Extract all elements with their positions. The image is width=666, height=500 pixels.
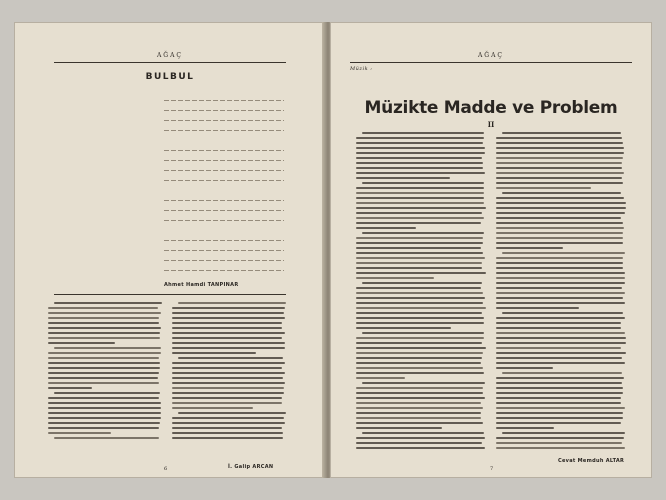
left-page (14, 22, 326, 478)
text-line (356, 392, 483, 394)
text-line (356, 222, 481, 224)
journal-header: AĞAÇ (156, 52, 184, 59)
text-line (356, 352, 483, 354)
text-line (48, 397, 159, 399)
text-line (356, 217, 484, 219)
text-line (496, 187, 591, 189)
text-line (356, 202, 484, 204)
text-line (356, 197, 484, 199)
text-line (54, 437, 159, 439)
text-line (496, 172, 624, 174)
text-line (48, 382, 159, 384)
author-signature: Cevat Memduh ALTAR (558, 458, 625, 464)
text-line (54, 302, 162, 304)
header-rule (54, 62, 286, 63)
verse-line (164, 118, 284, 124)
article-column-2 (172, 302, 286, 442)
text-line (496, 277, 625, 279)
text-line (356, 172, 485, 174)
text-line (496, 387, 623, 389)
header-rule (350, 62, 632, 63)
text-line (172, 377, 283, 379)
text-line (502, 312, 623, 314)
text-line (496, 137, 622, 139)
verse-line (164, 248, 284, 254)
text-line (496, 332, 625, 334)
text-line (356, 437, 485, 439)
text-line (172, 422, 285, 424)
text-line (48, 352, 161, 354)
text-line (496, 322, 621, 324)
text-line (356, 242, 483, 244)
text-line (496, 357, 622, 359)
text-line (496, 287, 622, 289)
text-line (362, 382, 485, 384)
text-line (172, 392, 284, 394)
text-line (172, 427, 282, 429)
text-line (356, 157, 482, 159)
text-line (48, 327, 161, 329)
text-line (356, 297, 485, 299)
verse-line (164, 108, 284, 114)
text-line (178, 302, 286, 304)
text-line (356, 152, 485, 154)
text-line (48, 417, 161, 419)
text-line (362, 282, 482, 284)
text-line (48, 332, 160, 334)
text-line (356, 357, 482, 359)
verse-line (164, 258, 284, 264)
journal-header: AĞAÇ (477, 52, 505, 59)
running-head: Müzik : (350, 66, 373, 72)
verse-line (164, 268, 284, 274)
text-line (356, 327, 451, 329)
text-line (362, 332, 484, 334)
text-line (496, 182, 623, 184)
text-line (356, 387, 483, 389)
text-line (356, 347, 486, 349)
text-line (356, 292, 483, 294)
text-line (356, 427, 442, 429)
text-line (172, 322, 282, 324)
text-line (496, 162, 622, 164)
text-line (356, 322, 484, 324)
right-page (330, 22, 652, 478)
text-line (502, 432, 625, 434)
text-line (496, 352, 626, 354)
text-line (48, 422, 160, 424)
text-line (356, 272, 486, 274)
text-line (496, 342, 626, 344)
text-line (502, 252, 625, 254)
text-line (172, 347, 285, 349)
text-line (356, 147, 485, 149)
verse-line (164, 178, 284, 184)
text-line (356, 312, 482, 314)
text-line (356, 337, 484, 339)
text-line (496, 362, 625, 364)
text-line (356, 252, 483, 254)
text-line (356, 422, 483, 424)
text-line (48, 342, 115, 344)
text-line (496, 242, 623, 244)
text-line (172, 397, 282, 399)
text-line (172, 317, 285, 319)
text-line (356, 267, 482, 269)
text-line (356, 192, 484, 194)
verse-line (164, 168, 284, 174)
text-line (172, 312, 284, 314)
text-line (356, 257, 485, 259)
text-line (356, 177, 450, 179)
text-line (496, 337, 626, 339)
text-line (496, 267, 623, 269)
text-line (48, 312, 161, 314)
text-line (356, 417, 481, 419)
verse-line (164, 208, 284, 214)
article-column-1 (356, 132, 486, 452)
text-line (356, 187, 484, 189)
text-line (496, 247, 563, 249)
text-line (496, 177, 622, 179)
text-line (496, 217, 621, 219)
text-line (48, 372, 159, 374)
text-line (178, 412, 286, 414)
text-line (356, 442, 482, 444)
text-line (356, 302, 483, 304)
verse-line (164, 238, 284, 244)
poet-signature: Ahmet Hamdi TANPINAR (164, 282, 239, 288)
article-title: Müzikte Madde ve Problem (364, 98, 618, 118)
text-line (356, 397, 485, 399)
text-line (496, 307, 579, 309)
text-line (178, 357, 283, 359)
text-line (172, 337, 282, 339)
text-line (362, 232, 484, 234)
text-line (48, 367, 160, 369)
text-line (496, 302, 625, 304)
verse-line (164, 158, 284, 164)
text-line (356, 377, 405, 379)
text-line (356, 367, 483, 369)
text-line (496, 317, 625, 319)
text-line (496, 142, 623, 144)
text-line (356, 287, 481, 289)
text-line (496, 222, 623, 224)
text-line (356, 137, 484, 139)
text-line (496, 412, 623, 414)
text-line (496, 157, 623, 159)
text-line (356, 167, 483, 169)
text-line (356, 162, 483, 164)
text-line (496, 417, 623, 419)
text-line (172, 307, 285, 309)
text-line (496, 207, 626, 209)
text-line (362, 432, 484, 434)
text-line (496, 282, 625, 284)
text-line (172, 362, 285, 364)
text-line (356, 412, 481, 414)
text-line (172, 437, 283, 439)
text-line (172, 402, 282, 404)
text-line (48, 337, 160, 339)
text-line (496, 367, 553, 369)
text-line (356, 407, 483, 409)
text-line (496, 202, 626, 204)
text-line (496, 197, 624, 199)
text-line (172, 387, 284, 389)
text-line (496, 327, 621, 329)
text-line (172, 372, 285, 374)
section-rule (54, 294, 286, 295)
text-line (496, 377, 624, 379)
article-part: II (487, 120, 495, 129)
text-line (496, 442, 622, 444)
text-line (356, 307, 486, 309)
text-line (496, 297, 623, 299)
article-column-1 (48, 302, 162, 442)
verse-line (164, 218, 284, 224)
text-line (172, 327, 282, 329)
text-line (356, 402, 481, 404)
text-line (496, 257, 623, 259)
text-line (172, 407, 253, 409)
article-signature: İ. Galip ARCAN (228, 464, 274, 470)
text-line (48, 407, 161, 409)
text-line (172, 332, 285, 334)
verse-line (164, 128, 284, 134)
verse-line (164, 98, 284, 104)
text-line (54, 347, 161, 349)
text-line (48, 412, 161, 414)
text-line (48, 377, 158, 379)
text-line (496, 392, 623, 394)
text-line (172, 417, 284, 419)
text-line (54, 392, 160, 394)
text-line (496, 237, 623, 239)
page-number: 7 (490, 466, 494, 472)
text-line (48, 317, 159, 319)
text-line (496, 232, 623, 234)
text-line (496, 382, 622, 384)
text-line (356, 362, 481, 364)
text-line (172, 382, 285, 384)
text-line (496, 292, 625, 294)
text-line (356, 227, 416, 229)
text-line (496, 147, 624, 149)
text-line (48, 387, 92, 389)
text-line (48, 427, 159, 429)
article-column-2 (496, 132, 626, 452)
verse-line (164, 198, 284, 204)
text-line (502, 372, 622, 374)
text-line (356, 317, 484, 319)
text-line (496, 427, 554, 429)
text-line (496, 402, 621, 404)
text-line (496, 262, 623, 264)
text-line (356, 342, 482, 344)
text-line (496, 152, 624, 154)
text-line (502, 132, 621, 134)
text-line (356, 142, 483, 144)
text-line (356, 212, 482, 214)
text-line (48, 322, 159, 324)
poem-title: BULBUL (145, 72, 195, 82)
text-line (356, 207, 486, 209)
text-line (48, 307, 158, 309)
text-line (356, 262, 482, 264)
page-number: 6 (164, 466, 168, 472)
text-line (496, 212, 625, 214)
text-line (172, 352, 256, 354)
text-line (172, 367, 282, 369)
text-line (48, 432, 111, 434)
text-line (48, 357, 159, 359)
text-line (496, 437, 624, 439)
text-line (496, 167, 622, 169)
text-line (356, 247, 481, 249)
text-line (502, 192, 621, 194)
text-line (496, 347, 621, 349)
text-line (496, 447, 625, 449)
text-line (496, 422, 621, 424)
text-line (48, 402, 161, 404)
text-line (496, 272, 625, 274)
text-line (48, 362, 160, 364)
verse-line (164, 148, 284, 154)
text-line (362, 182, 484, 184)
text-line (362, 132, 484, 134)
text-line (172, 342, 285, 344)
text-line (356, 372, 484, 374)
text-line (356, 237, 483, 239)
text-line (172, 432, 283, 434)
text-line (356, 277, 434, 279)
text-line (356, 447, 485, 449)
text-line (496, 397, 621, 399)
text-line (496, 407, 625, 409)
text-line (496, 227, 624, 229)
